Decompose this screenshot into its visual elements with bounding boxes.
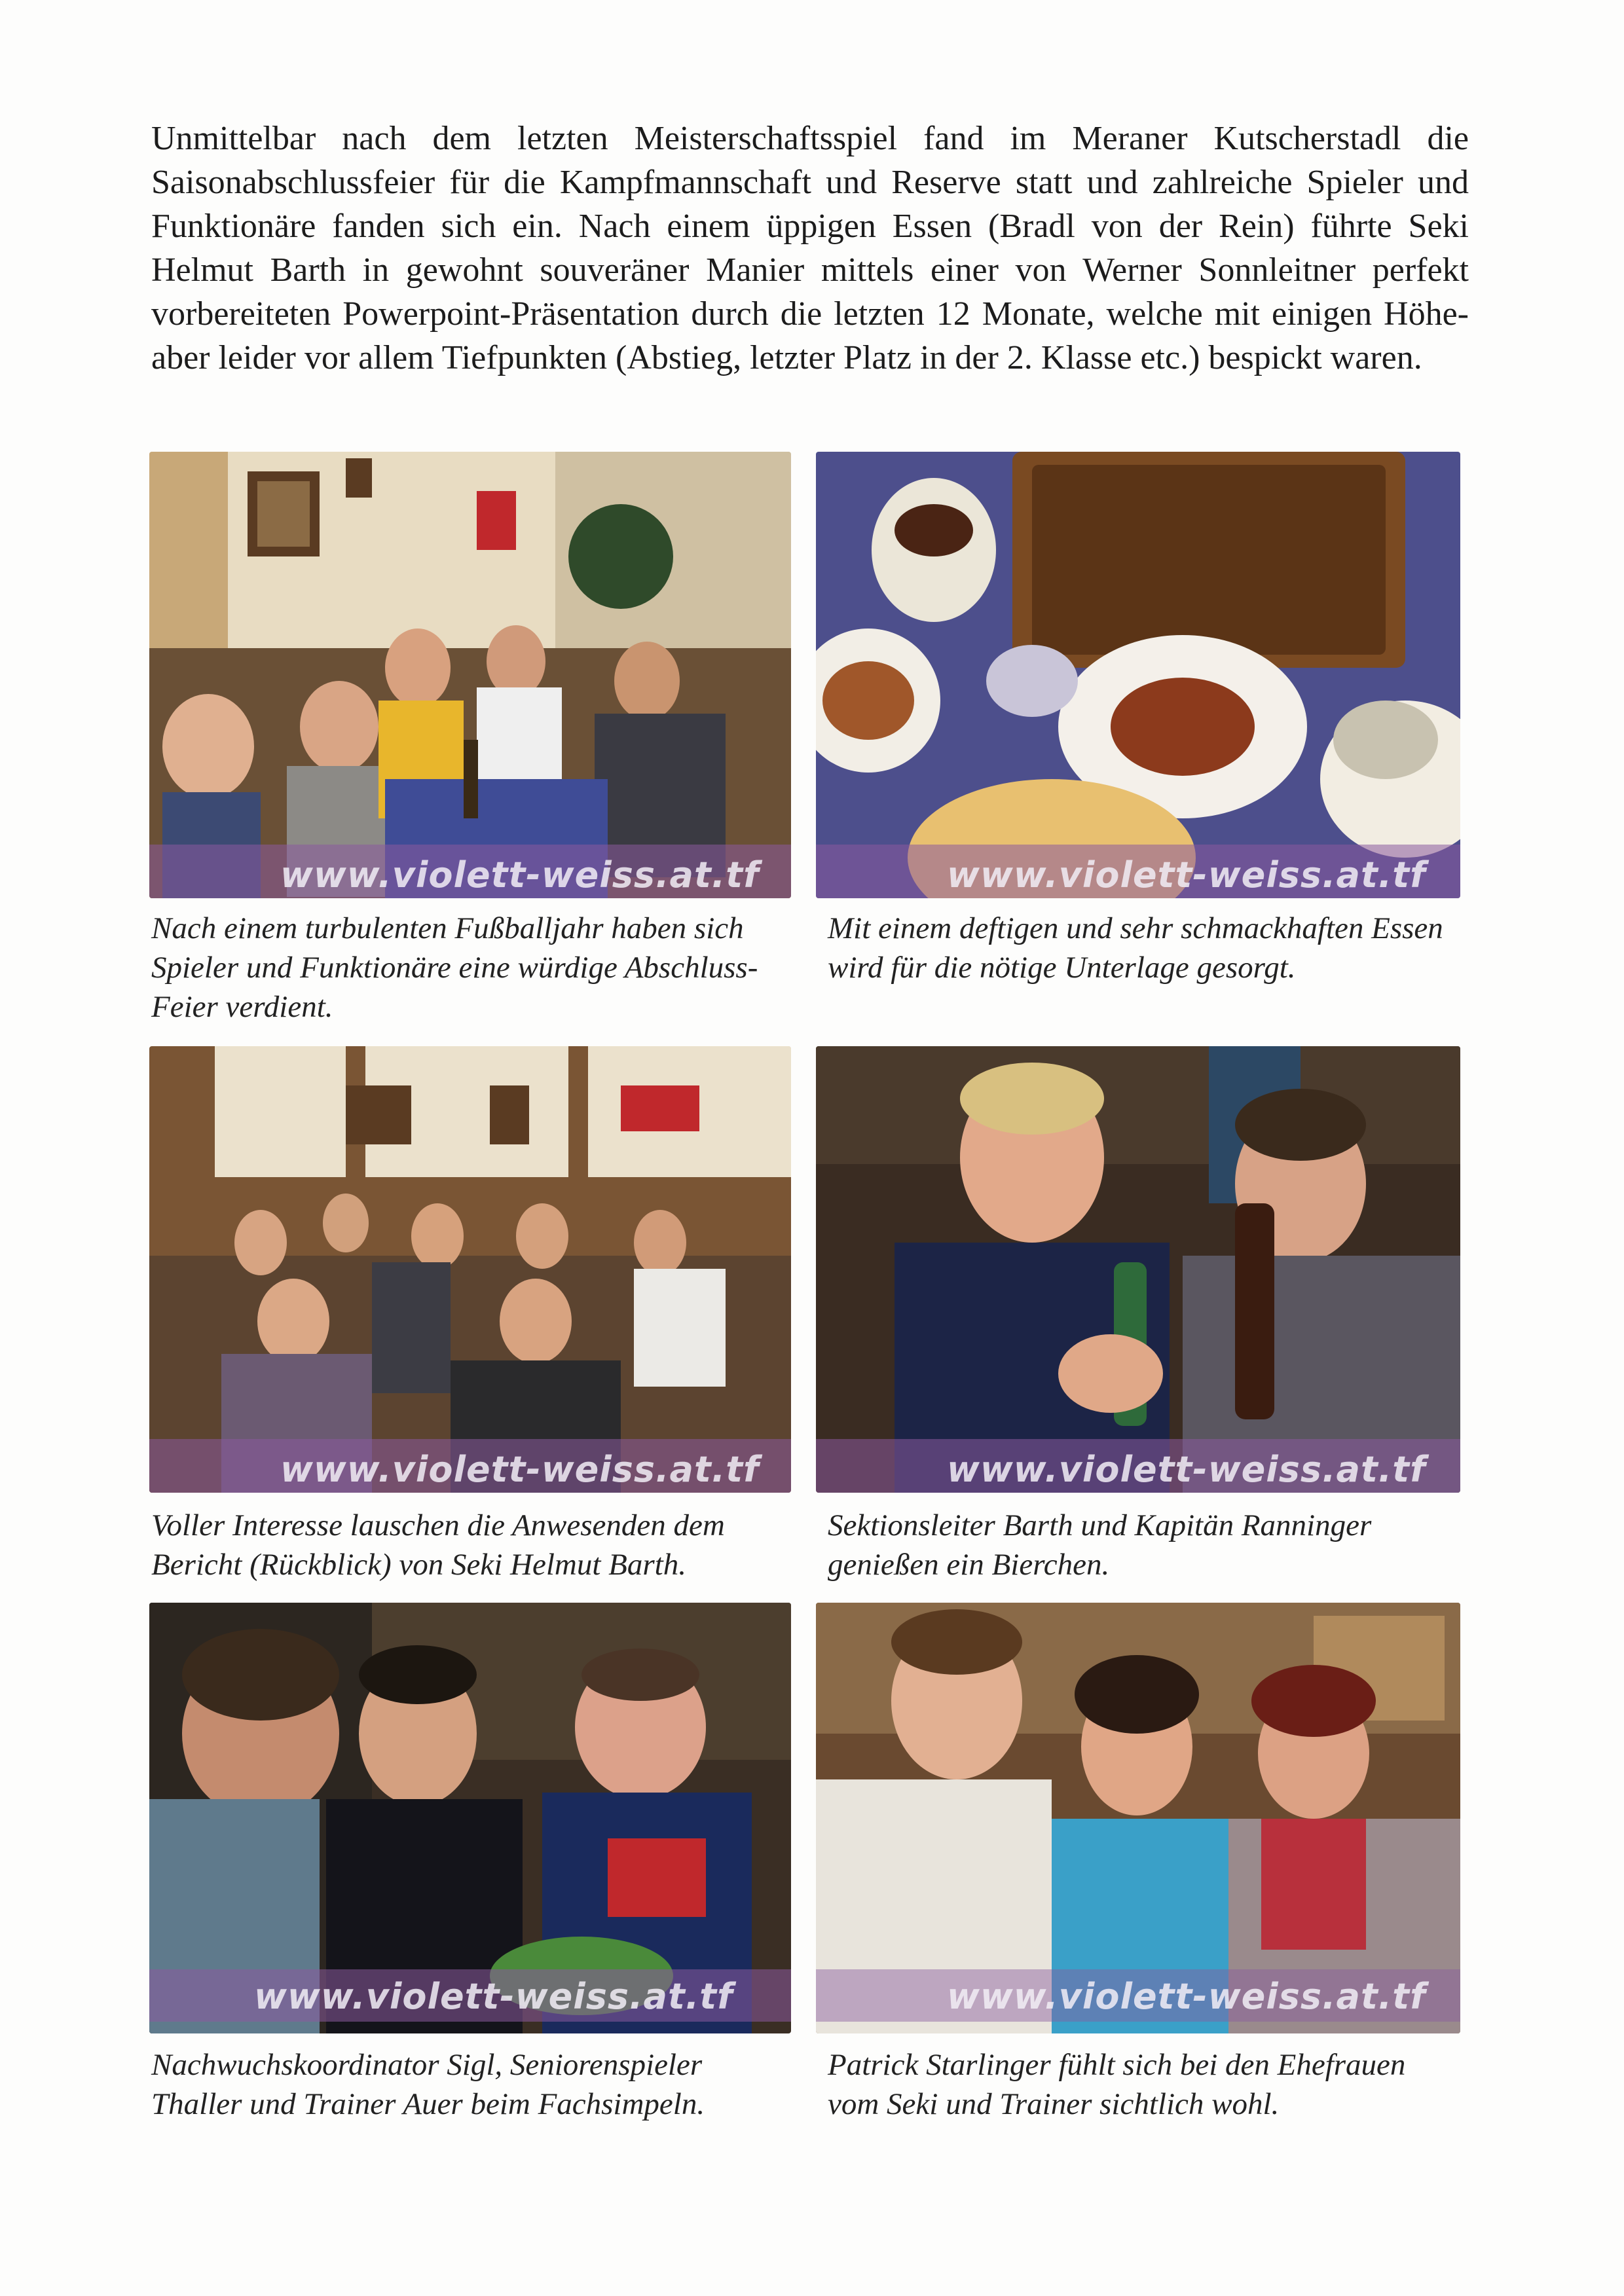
- photo-food-table: [816, 452, 1460, 898]
- watermark-4: www.violett-weiss.at.tf: [947, 1449, 1426, 1490]
- watermark-5: www.violett-weiss.at.tf: [254, 1976, 733, 2017]
- caption-photo-3: Voller Interesse lauschen die Anwesenden dem Bericht (Rückblick) von Seki Helmut Barth.: [151, 1508, 725, 1582]
- photo-two-men-beer: [816, 1046, 1460, 1493]
- photo-three-men: [149, 1603, 791, 2033]
- watermark-1: www.violett-weiss.at.tf: [280, 854, 760, 896]
- caption-photo-6: Patrick Starlinger fühlt sich bei den Ehefrauen vom Seki und Trainer sichtlich wohl.: [828, 2048, 1406, 2121]
- intro-paragraph: Unmittelbar nach dem letzten Meisterschaftsspiel fand im Meraner Kutscherstadl die Saisonabschlussfeier für die Kampfmannschaft und Reserve statt und zahlreiche Spieler und Funktionäre fanden sich ein. Nach einem üppigen Essen (Bradl von der Rein) führte Seki Helmut Barth in gewohnt souveräner Manier mittels einer von Werner Sonnleitner perfekt vorbereiteten Powerpoint-Präsentation durch die letzten 12 Monate, welche mit einigen Höhe- aber leider vor allem Tiefpunkten (Abstieg, letzter Platz in der 2. Klasse etc.) bespickt waren.: [151, 120, 1469, 376]
- photo-audience: [149, 1046, 791, 1493]
- caption-photo-1: Nach einem turbulenten Fußballjahr haben sich Spieler und Funktionäre eine würdige Abschluss-Feier verdient.: [151, 911, 758, 1024]
- photo-team-at-table: [149, 452, 791, 898]
- caption-photo-5: Nachwuchskoordinator Sigl, Seniorenspieler Thaller und Trainer Auer beim Fachsimpeln.: [151, 2048, 705, 2121]
- photo-man-with-women: [816, 1603, 1460, 2033]
- watermark-3: www.violett-weiss.at.tf: [280, 1449, 760, 1490]
- caption-photo-4: Sektionsleiter Barth und Kapitän Ranninger genießen ein Bierchen.: [828, 1508, 1372, 1582]
- watermark-2: www.violett-weiss.at.tf: [947, 854, 1426, 896]
- caption-photo-2: Mit einem deftigen und sehr schmackhaften Essen wird für die nötige Unterlage gesorgt.: [828, 911, 1443, 985]
- watermark-6: www.violett-weiss.at.tf: [947, 1976, 1426, 2017]
